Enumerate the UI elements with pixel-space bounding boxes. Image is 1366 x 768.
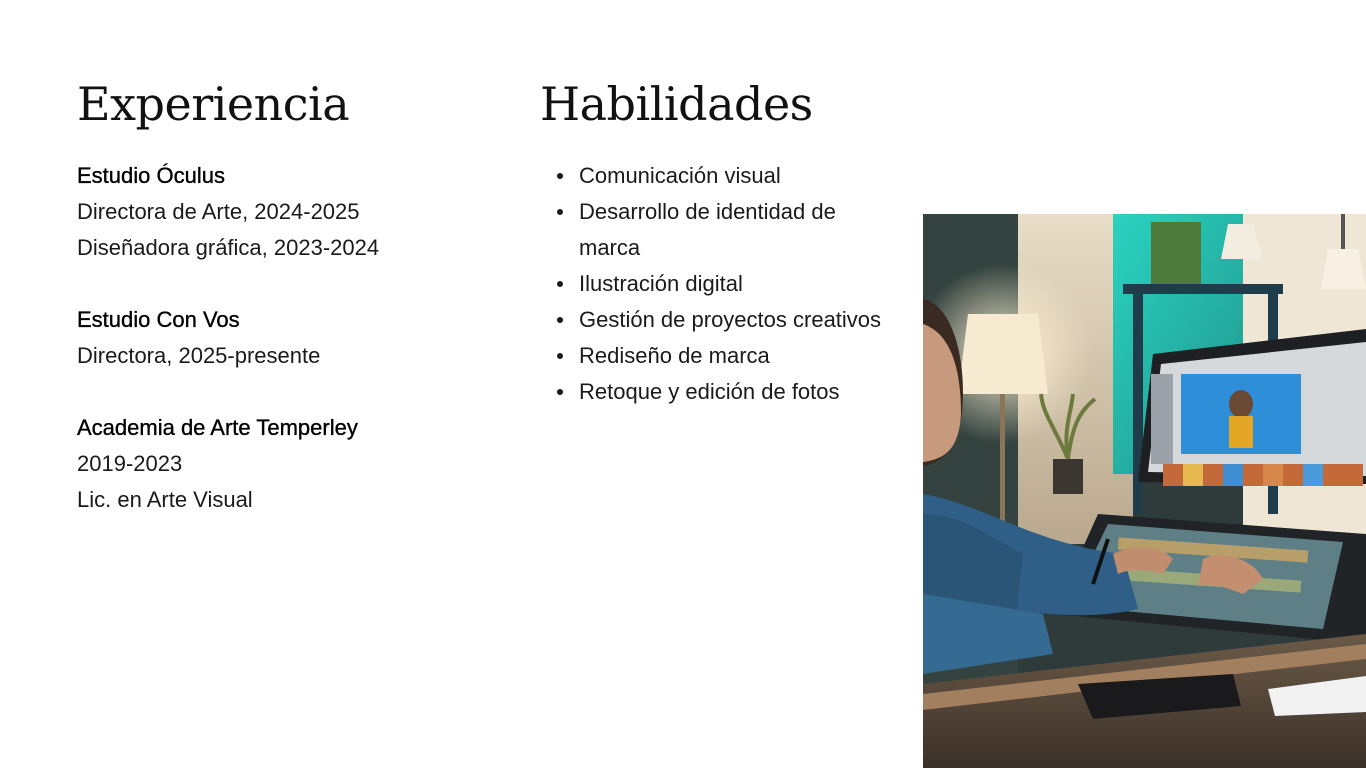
experience-line: Directora de Arte, 2024-2025	[77, 199, 360, 224]
skill-item: Retoque y edición de fotos	[579, 374, 900, 410]
skill-item: Gestión de proyectos creativos	[579, 302, 900, 338]
skill-item: Rediseño de marca	[579, 338, 900, 374]
skills-list	[540, 158, 900, 410]
experience-line: Diseñadora gráfica, 2023-2024	[77, 235, 380, 260]
experience-line: Lic. en Arte Visual	[77, 487, 253, 512]
experience-heading: Experiencia	[77, 77, 350, 131]
designer-photo	[923, 214, 1366, 768]
experience-org: Estudio Óculus	[77, 163, 225, 188]
experience-org: Academia de Arte Temperley	[77, 415, 358, 440]
experience-org: Estudio Con Vos	[77, 307, 240, 332]
skills-section	[540, 158, 900, 410]
experience-entry	[77, 410, 497, 518]
skills-heading: Habilidades	[540, 77, 813, 131]
experience-line: 2019-2023	[77, 451, 183, 476]
experience-entry	[77, 158, 497, 266]
experience-section	[77, 158, 497, 554]
skill-item: Desarrollo de identidad de marca	[579, 194, 900, 266]
experience-line: Directora, 2025-presente	[77, 343, 321, 368]
experience-entry	[77, 302, 497, 374]
skill-item: Ilustración digital	[579, 266, 900, 302]
skill-item: Comunicación visual	[579, 158, 900, 194]
